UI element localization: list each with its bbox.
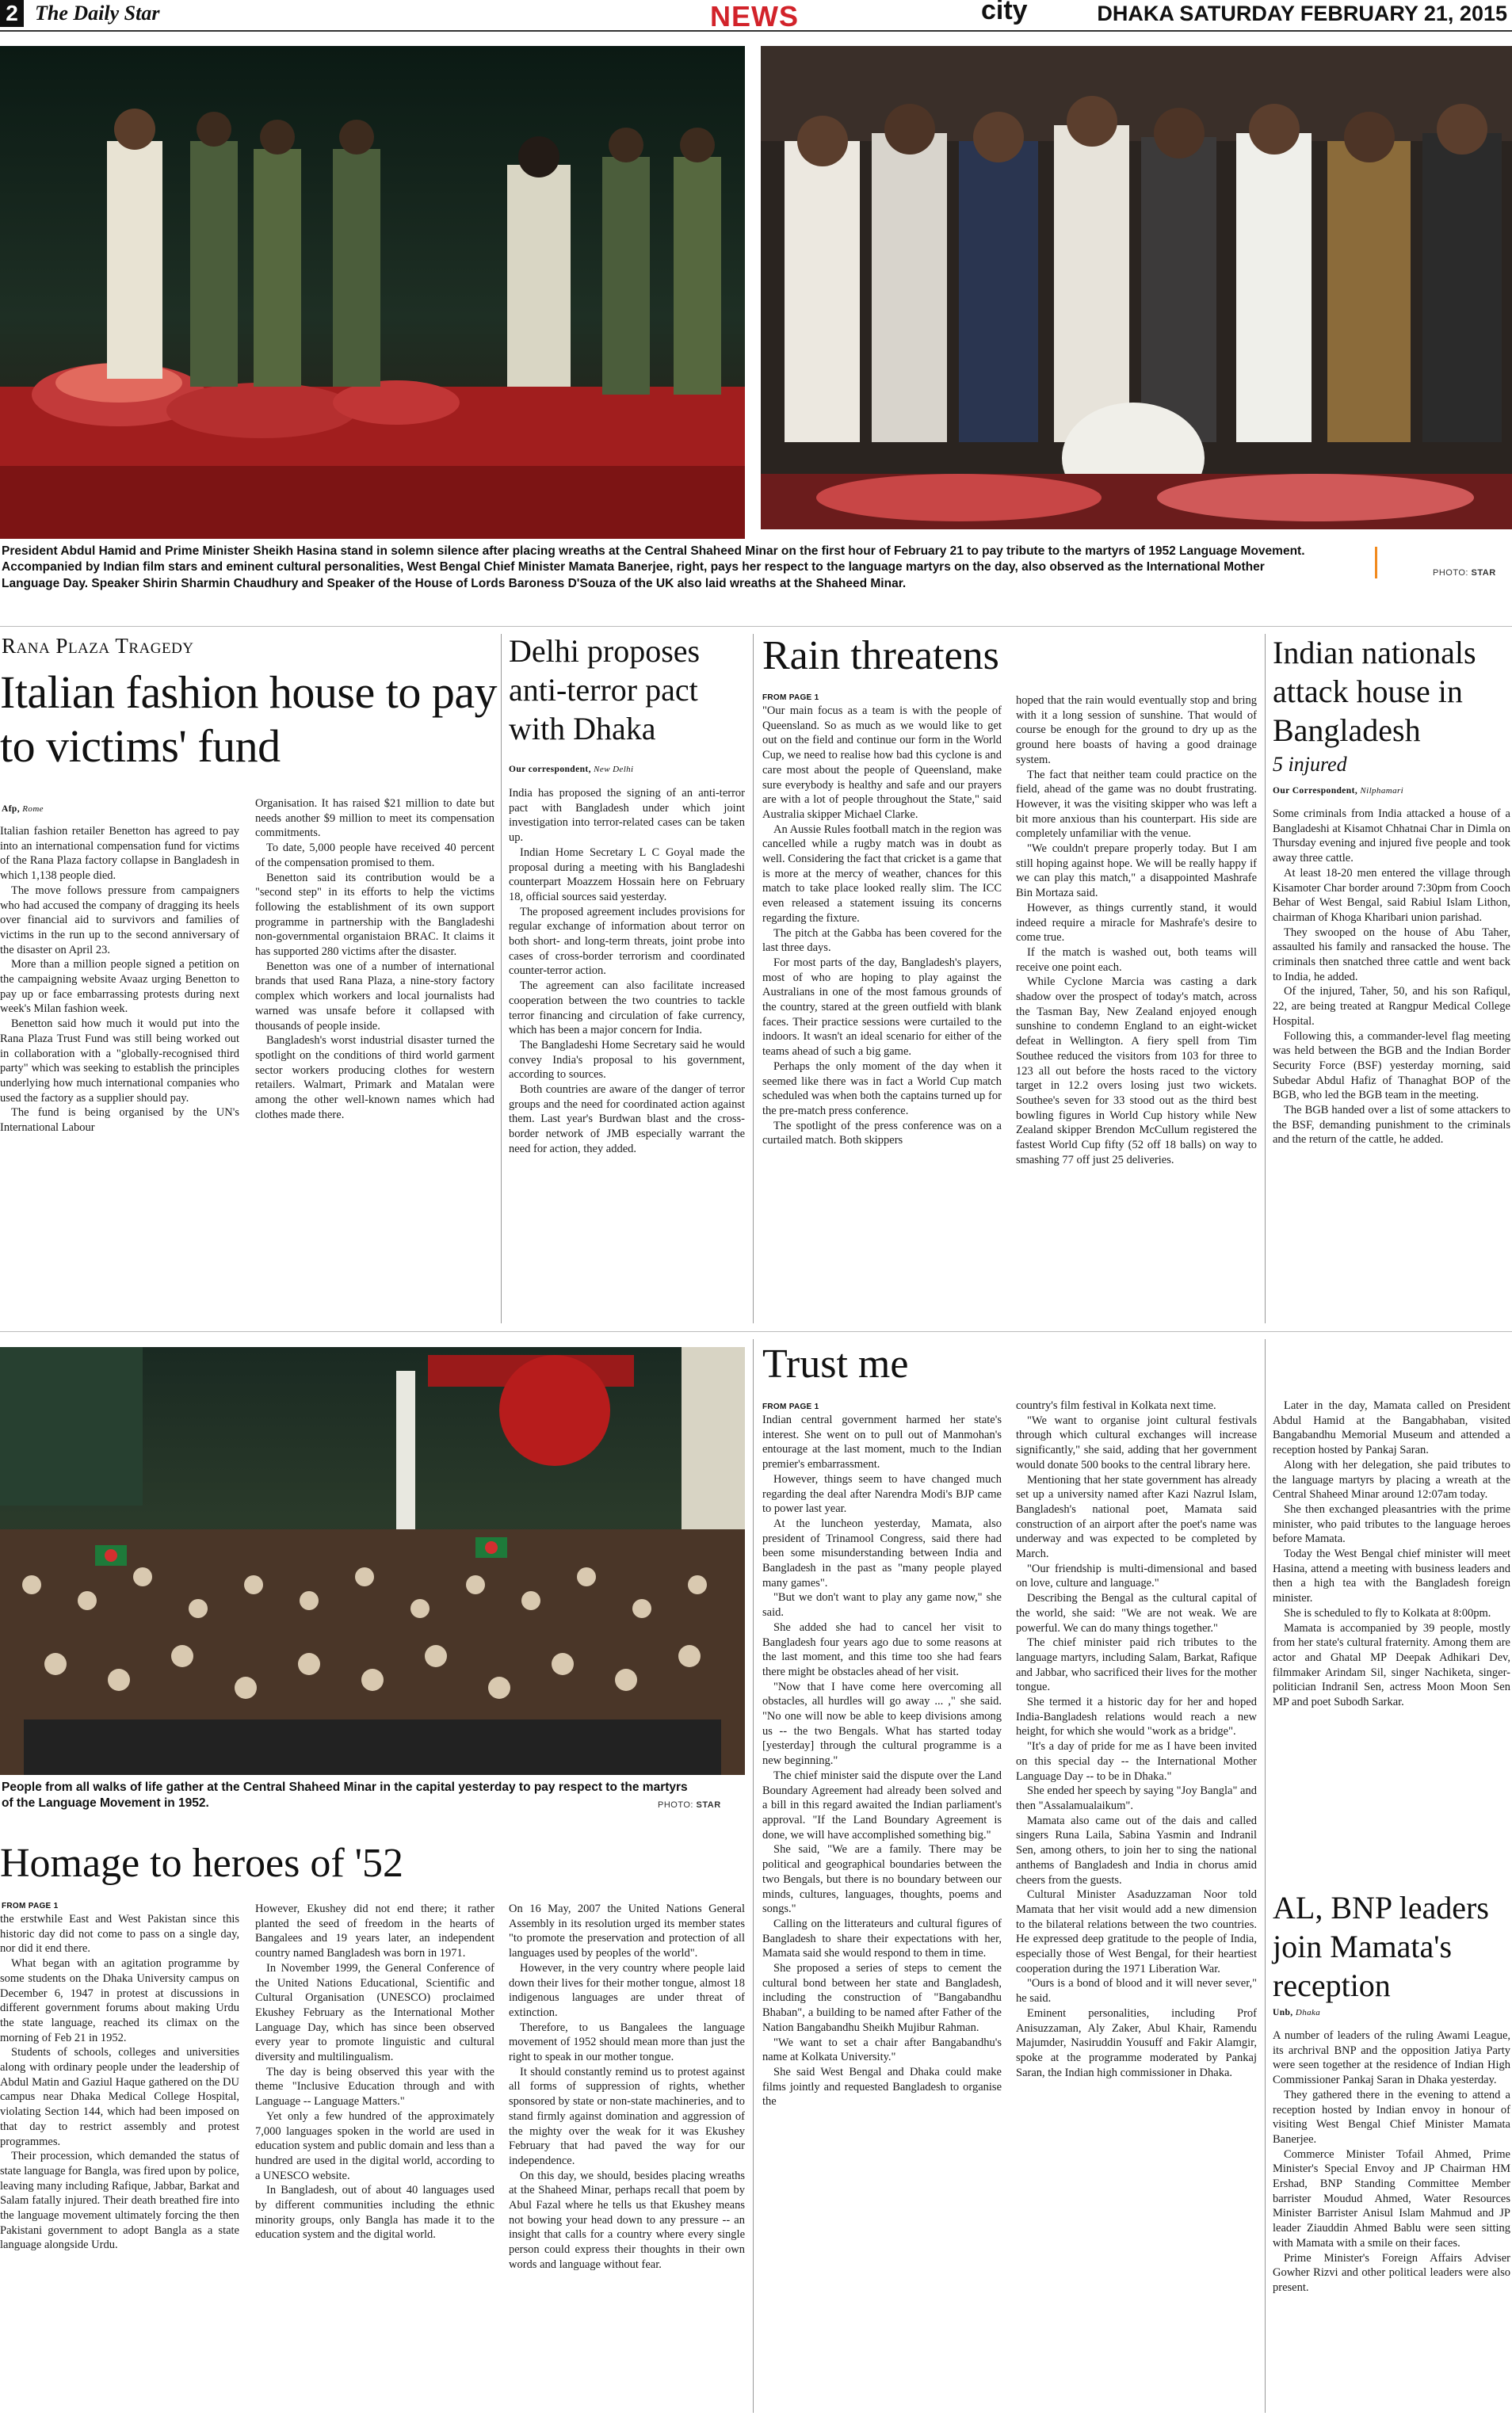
rain-column-1 xyxy=(762,704,1002,1319)
column-rule xyxy=(1265,634,1266,1323)
trust-paragraph: Calling on the litterateurs and cultural figures of Bangladesh to share their expectations with her, Mamata said she would respond to them in time. xyxy=(762,1917,1002,1960)
al-bnp-headline: AL, BNP leaders join Mamata's reception xyxy=(1273,1890,1489,2003)
mamata-tribute-photo xyxy=(761,46,1512,529)
rana-paragraph: Benetton was one of a number of international brands that used Rana Plaza, a nine-story factory complex which workers and local journalists had warned was unsafe before it collapsed with thousands of people inside. xyxy=(255,960,494,1032)
delhi-headline: Delhi proposes anti-terror pact with Dhaka xyxy=(509,633,701,746)
rain-paragraph: While Cyclone Marcia was casting a dark shadow over the prospect of today's match, across the Tasman Bay, New Zealand enjoyed enough sunshine to condemn England to an eight-wicket defeat in Wellington. A fiery spell from Tim Southee reduced the visitors from 103 for three to 123 all out before the hosts raced to the victory target in 12.2 overs losing just two wickets. Southee's seven for 33 stood out as the third best bowling figures in World Cup history while New Zealand skipper Brendon McCullum registered the fastest World Cup fifty (52 off 18 balls) on way to smashing 77 off just 25 deliveries. xyxy=(1016,975,1257,1166)
delhi-paragraph: The agreement can also facilitate increased cooperation between the two countries to tackle terror financing and circulation of fake currency, which has been a major concern for India. xyxy=(509,979,745,1037)
homage-paragraph: In Bangladesh, out of about 40 languages used by different communities including the ethnic minority groups, only Bangla has made it to the education system and the digital world. xyxy=(255,2184,494,2242)
trust-paragraph: "Now that I have come here overcoming all obstacles, all hurdles will go away ... ," she said. "No one will now be able to keep divisions among us -- the two Bengals. What has started today [yesterday] through the cultural programme is a new beginning." xyxy=(762,1680,1002,1768)
column-rule xyxy=(753,1339,754,2413)
rana-kicker: Rana Plaza Tragedy xyxy=(2,634,194,658)
indian-attack-paragraph: Of the injured, Taher, 50, and his son Rafiqul, 22, are being treated at Rangpur Medical College Hospital. xyxy=(1273,985,1510,1028)
trust-paragraph: "We want to set a chair after Bangabandhu's name at Kolkata University." xyxy=(762,2036,1002,2064)
rana-column-2 xyxy=(255,796,494,1319)
crowd-photo-caption: People from all walks of life gather at the Central Shaheed Minar in the capital yesterday to pay respect to the martyrs of the Language Movement in 1952. xyxy=(2,1781,688,1811)
trust-paragraph: Eminent personalities, including Prof Anisuzzaman, Aly Zaker, Abul Khair, Ramendu Majumder, Nasiruddin Yousuff and Fakir Alamgir, spoke at the programme moderated by Pankaj Saran, the Indian high commissioner in Dhaka. xyxy=(1016,2006,1257,2079)
homage-paragraph: In November 1999, the General Conference of the United Nations Educational, Scientific and Cultural Organisation (UNESCO) proclaimed Ekushey February as the International Mother Language Day, which has since been observed every year to promote linguistic and cultural diversity and multilingualism. xyxy=(255,1961,494,2064)
trust-paragraph: The chief minister paid rich tributes to the language martyrs, including Salam, Barkat, Rafique and Jabbar, who sacrificed their lives for the mother tongue. xyxy=(1016,1636,1257,1694)
delhi-paragraph: Both countries are aware of the danger of terror groups and the need for coordinated action against them. Last year's Burdwan blast and the cross-border network of JMB especially warrant the need for action, they added. xyxy=(509,1083,745,1155)
trust-paragraph: However, things seem to have changed much regarding the deal after Narendra Modi's BJP came to power last year. xyxy=(762,1472,1002,1516)
homage-paragraph: On 16 May, 2007 the United Nations General Assembly in its resolution urged its member states "to promote the preservation and protection of all languages used by peoples of the world". xyxy=(509,1903,745,1960)
homage-paragraph: It should constantly remind us to protest against all forms of suppression of rights, whether sponsored by state or non-state machineries, and to stand firmly against domination and aggression of the mighty over the weak for it was Ekushey February that had paved the way for our independence. xyxy=(509,2065,745,2167)
trust-paragraph: Mamata also came out of the dais and called singers Runa Laila, Sabina Yasmin and Indranil Sen, among others, to join her to sing the national anthems of Bangladesh and India in chorus amid cheers from the guests. xyxy=(1016,1814,1257,1887)
delhi-paragraph: The proposed agreement includes provisions for regular exchange of information about terror on both short- and long-term threats, joint probe into cases of cross-border terrorism and coordinated counter-terror action. xyxy=(509,905,745,978)
rana-paragraph: More than a million people signed a petition on the campaigning website Avaaz urging Benetton to pay up or face embarrassing protests during next week's Milan fashion week. xyxy=(0,958,239,1016)
crowd-photo-image xyxy=(0,1347,745,1775)
rana-paragraph: Organisation. It has raised $21 million to date but needs another $9 million to meet its compensation commitments. xyxy=(255,797,494,840)
homage-paragraph: However, Ekushey did not end there; it rather planted the seed of freedom in the hearts of Bangalees and 19 years later, an independent country named Bangladesh was born in 1971. xyxy=(255,1903,494,1960)
trust-paragraph: "But we don't want to play any game now," she said. xyxy=(762,1591,1002,1620)
rana-paragraph: The fund is being organised by the UN's International Labour xyxy=(0,1106,239,1135)
trust-paragraph: Along with her delegation, she paid tributes to the language martyrs by placing a wreath at the Central Shaheed Minar around 12:07am today. xyxy=(1273,1458,1510,1502)
homage-column-2 xyxy=(255,1902,494,2414)
president-wreath-photo-image xyxy=(0,46,745,539)
homage-paragraph: The day is being observed this year with the theme "Inclusive Education through and with Language -- Language Matters." xyxy=(255,2065,494,2109)
trust-paragraph: She said West Bengal and Dhaka could make films jointly and requested Bangladesh to organise the xyxy=(762,2065,1002,2109)
trust-paragraph: Describing the Bengal as the cultural capital of the world, she said: "We are not weak. We are powerful. We can do many things together." xyxy=(1016,1592,1257,1635)
homage-paragraph: Therefore, to us Bangalees the language movement of 1952 should mean more than just the right to speak in our mother tongue. xyxy=(509,2021,745,2064)
al-bnp-column xyxy=(1273,2029,1510,2414)
trust-column-2 xyxy=(1016,1399,1257,2414)
homage-paragraph: Yet only a few hundred of the approximately 7,000 languages spoken in the world are used in education system and public domain and less than a hundred are used in the digital world, according to a UNESCO website. xyxy=(255,2109,494,2182)
crowd-photo xyxy=(0,1347,745,1775)
homage-headline: Homage to heroes of '52 xyxy=(0,1841,404,1886)
trust-paragraph: She proposed a series of steps to cement the cultural bond between her state and Bangladesh, including the construction of "Bangabandhu Bhaban", a building to be named after Father of the Nation Bangabandhu Sheikh Mujibur Rahman. xyxy=(762,1962,1002,2034)
caption-accent-bar xyxy=(1375,547,1377,578)
homage-paragraph: However, in the very country where people laid down their lives for their mother tongue, almost 18 indigenous languages are under threat of extinction. xyxy=(509,1961,745,2019)
top-photo-caption: President Abdul Hamid and Prime Minister Sheikh Hasina stand in solemn silence after placing wreaths at the Central Shaheed Minar on the first hour of February 21 to pay tribute to the martyrs of 1952 Language Movement. Accompanied by Indian film stars and eminent cultural personalities, West Bengal Chief Minister Mamata Banerjee, right, pays her respect to the language martyrs on the day, also observed as the International Mother Language Day. Speaker Shirin Sharmin Chaudhury and Speaker of the House of Lords Baroness D'Souza of the UK also laid wreaths at the Shaheed Minar. xyxy=(2,544,1305,590)
column-rule xyxy=(501,634,502,1323)
trust-paragraph: "Ours is a bond of blood and it will never sever," he said. xyxy=(1016,1977,1257,2006)
al-bnp-paragraph: They gathered there in the evening to attend a reception hosted by Indian envoy in honour of visiting West Bengal Chief Minister Mamata Banerjee. xyxy=(1273,2088,1510,2146)
trust-from-page: FROM PAGE 1 xyxy=(762,1403,819,1411)
rain-paragraph: "We couldn't prepare properly today. But I am still hoping against hope. We will be really happy if we can play this match," a disappointed Mashrafe Bin Mortaza said. xyxy=(1016,842,1257,900)
indian-attack-subhead: 5 injured xyxy=(1273,753,1347,776)
section-divider xyxy=(0,1331,1512,1332)
column-rule xyxy=(753,634,754,1323)
indian-attack-paragraph: The BGB handed over a list of some attackers to the BSF, demanding punishment to the criminals and the return of the cattle, he added. xyxy=(1273,1104,1510,1147)
city-tag: city xyxy=(981,0,1028,25)
homage-paragraph: On this day, we should, besides placing wreaths at the Shaheed Minar, perhaps recall that poem by Abul Fazal where he tells us that Ekushey means not bowing your head down to any pressure -- an insight that calls for a country where every single person could express their thoughts in their own words and language without fear. xyxy=(509,2169,745,2271)
trust-paragraph: She termed it a historic day for her and hoped India-Bangladesh relations would reach a new height, for which she would "work as a bridge". xyxy=(1016,1696,1257,1739)
rana-paragraph: Italian fashion retailer Benetton has agreed to pay into an international compensation fund for victims of the Rana Plaza factory collapse in Bangladesh in which 1,138 people died. xyxy=(0,825,239,883)
homage-from-page: FROM PAGE 1 xyxy=(2,1902,59,1910)
dateline: DHAKA SATURDAY FEBRUARY 21, 2015 xyxy=(1097,2,1507,25)
trust-paragraph: "Our friendship is multi-dimensional and based on love, culture and language." xyxy=(1016,1562,1257,1590)
page-header xyxy=(0,0,1512,32)
rana-paragraph: Bangladesh's worst industrial disaster turned the spotlight on the conditions of third world garment sector workers producing clothes for western retailers. Walmart, Primark and Matalan were among the other well-known names which had clothes made there. xyxy=(255,1034,494,1121)
rain-paragraph: An Aussie Rules football match in the region was cancelled while a rugby match was in doubt as well. Considering the fact that cricket is a game that is more at the mercy of weather, chances for this match to take place looked really slim. The ICC even released a statement issuing its concerns regarding the fixture. xyxy=(762,823,1002,925)
homage-column-3 xyxy=(509,1902,745,2414)
rain-headline: Rain threatens xyxy=(762,633,999,678)
al-bnp-paragraph: A number of leaders of the ruling Awami League, its archrival BNP and the opposition Jatiya Party were seen together at the residence of Indian High Commissioner Pankaj Saran in Dhaka yesterday. xyxy=(1273,2029,1510,2087)
trust-paragraph: Today the West Bengal chief minister will meet Hasina, attend a meeting with business leaders and then a high tea with the Bangladesh foreign minister. xyxy=(1273,1548,1510,1605)
section-label: NEWS xyxy=(710,0,799,32)
trust-paragraph: She said, "We are a family. There may be political and geographical boundaries between the two Bengals, but there is no boundary between our minds, cultures, languages, thoughts, poems and songs." xyxy=(762,1843,1002,1916)
homage-paragraph: the erstwhile East and West Pakistan since this historic day did not come to pass on a single day, nor did it end there. xyxy=(0,1913,239,1956)
trust-column-3 xyxy=(1273,1399,1510,1886)
trust-paragraph: The chief minister said the dispute over the Land Boundary Agreement had already been solved and a bill in this regard awaited the Indian parliament's approval. "If the Land Boundary Agreement is done, we will have accomplished something big." xyxy=(762,1769,1002,1842)
rain-column-2 xyxy=(1016,693,1257,1319)
delhi-paragraph: The Bangladeshi Home Secretary said he would convey India's proposal to his government, according to sources. xyxy=(509,1038,745,1082)
crowd-photo-credit: PHOTO: STAR xyxy=(658,1800,721,1810)
delhi-paragraph: India has proposed the signing of an anti-terror pact with Bangladesh under which joint investigation into terror-related cases can be taken up. xyxy=(509,787,745,845)
rain-paragraph: However, as things currently stand, it would indeed require a miracle for Mashrafe's desire to come true. xyxy=(1016,901,1257,945)
delhi-byline: Our correspondent, New Delhi xyxy=(509,765,634,774)
indian-attack-paragraph: At least 18-20 men entered the village through Kisamoter Char border around 7:30pm from Cooch Behar of West Bengal, said Rabiul Islam Lithon, chairman of Khoga Kharibari union parishad. xyxy=(1273,866,1510,924)
homage-paragraph: Students of schools, colleges and universities along with ordinary people under the leadership of Abdul Matin and Gaziul Haque gathered on the DU campus near Dhaka Medical College Hospital, violating Section 144, which had been imposed on that day to restrict assembly and protest programmes. xyxy=(0,2046,239,2148)
homage-paragraph: Their procession, which demanded the status of state language for Bangla, was fired upon by police, leaving many including Rafique, Jabbar, Barkat and Salam fatally injured. Their death breathed fire into the language movement ultimately forcing the then Pakistani government to adopt Bangla as a state language alongside Urdu. xyxy=(0,2150,239,2252)
al-bnp-byline: Unb, Dhaka xyxy=(1273,2008,1321,2017)
trust-paragraph: "It's a day of pride for me as I have been invited on this special day -- the International Mother Language Day -- to be in Dhaka." xyxy=(1016,1740,1257,1783)
delhi-column xyxy=(509,786,745,1319)
trust-paragraph: Cultural Minister Asaduzzaman Noor told Mamata that her visit would add a new dimension to the bilateral relations between the two countries. He expressed deep gratitude to the people of India, especially those of West Bengal, for their heartiest cooperation during the 1971 Liberation War. xyxy=(1016,1888,1257,1975)
section-divider xyxy=(0,626,1512,627)
trust-paragraph: She then exchanged pleasantries with the prime minister, who paid tributes to the language heroes before Mamata. xyxy=(1273,1502,1510,1546)
indian-attack-byline: Our Correspondent, Nilphamari xyxy=(1273,786,1404,796)
trust-paragraph: She added she had to cancel her visit to Bangladesh four years ago due to some reasons at the last moment, and this time too she had fears there might be obstacles ahead of her visit. xyxy=(762,1620,1002,1678)
rain-paragraph: hoped that the rain would eventually stop and bring with it a long session of sunshine. That would of course be enough for the ground to dry up as the ground here boasts of having a good drainage system. xyxy=(1016,694,1257,766)
indian-attack-paragraph: Following this, a commander-level flag meeting was held between the BGB and the Indian Border Security Force (BSF) yesterday morning, said Subedar Abdul Hafiz of Thanaghat BOP of the BGB, who led the BGB team in the meeting. xyxy=(1273,1029,1510,1102)
rana-column-1 xyxy=(0,824,239,1319)
rana-headline: Italian fashion house to pay to victims' fund xyxy=(0,666,498,773)
trust-paragraph: "We want to organise joint cultural festivals through which cultural exchanges will increase significantly," she said, adding that her government would donate 500 books to the central library here. xyxy=(1016,1414,1257,1471)
indian-attack-paragraph: They swooped on the house of Abu Taher, assaulted his family and ransacked the house. The criminals then snatched three cattle and went back to India, he added. xyxy=(1273,926,1510,983)
rain-paragraph: For most parts of the day, Bangladesh's players, most of who are hoping to play against the Australians in one of the most famous grounds of the country, stared at the green outfield with blank faces. Their practice sessions were curtailed to the indoors. It wasn't an ideal scenario for either of the teams ahead of such a big game. xyxy=(762,956,1002,1059)
trust-paragraph: Indian central government harmed her state's interest. She went on to pull out of Manmohan's entourage at the last moment, much to the Indian premier's embarrassment. xyxy=(762,1414,1002,1471)
trust-headline: Trust me xyxy=(762,1342,909,1387)
homage-column-1 xyxy=(0,1912,239,2414)
trust-paragraph: Later in the day, Mamata called on President Abdul Hamid at the Bangabhaban, visited Bangabandhu Memorial Museum and attended a reception hosted by Pankaj Saran. xyxy=(1273,1399,1510,1457)
indian-attack-column xyxy=(1273,807,1510,1319)
rana-paragraph: Benetton said how much it would put into the Rana Plaza Trust Fund was still being worked out in collaboration with a "globally-recognised third party" which was seeking to establish the principles underlying how much international companies who used the factory as a supplier should pay. xyxy=(0,1017,239,1105)
trust-paragraph: country's film festival in Kolkata next time. xyxy=(1016,1399,1216,1412)
page-number: 2 xyxy=(0,0,24,27)
rain-paragraph: The pitch at the Gabba has been covered for the last three days. xyxy=(762,926,1002,955)
trust-paragraph: She ended her speech by saying "Joy Bangla" and then "Assalamualaikum". xyxy=(1016,1784,1257,1812)
column-rule xyxy=(1265,1339,1266,2413)
rain-paragraph: The spotlight of the press conference was on a curtailed match. Both skippers xyxy=(762,1119,1002,1147)
trust-paragraph: At the luncheon yesterday, Mamata, also president of Trinamool Congress, said there had been some misunderstanding between India and Bangladesh in the past as "many people played many games". xyxy=(762,1517,1002,1590)
trust-paragraph: She is scheduled to fly to Kolkata at 8:00pm. xyxy=(1284,1606,1491,1620)
trust-paragraph: Mamata is accompanied by 39 people, mostly from her state's cultural fraternity. Among them are actor and Ghatal MP Deepak Adhikari Dev, filmmaker Arindam Sil, singer Nachiketa, singer-politician Indranil Sen, actress Moon Moon Sen MP and poet Subodh Sarkar. xyxy=(1273,1621,1510,1709)
masthead-logo: The Daily Star xyxy=(35,2,160,25)
president-wreath-photo xyxy=(0,46,745,539)
rain-from-page: FROM PAGE 1 xyxy=(762,693,819,702)
indian-attack-headline: Indian nationals attack house in Bangladesh xyxy=(1273,635,1476,748)
rana-byline: Afp, Rome xyxy=(2,804,44,814)
mamata-tribute-photo-image xyxy=(761,46,1512,529)
top-photo-credit: PHOTO: STAR xyxy=(1433,568,1496,578)
delhi-paragraph: Indian Home Secretary L C Goyal made the proposal during a meeting with his Bangladeshi counterpart Moazzem Hossain here on February 18, official sources said yesterday. xyxy=(509,845,745,903)
trust-paragraph: Mentioning that her state government has already set up a university named after Kazi Nazrul Islam, Bangladesh's national poet, Mamata said construction of an airport after the poet's name was underway and was expected to be completed by March. xyxy=(1016,1473,1257,1561)
rana-paragraph: Benetton said its contribution would be a "second step" in its efforts to help the victims following the establishment of its own support programme in partnership with the Bangladeshi non-governmental organistaion BRAC. It claims it has supported 280 victims after the disaster. xyxy=(255,871,494,959)
rana-paragraph: To date, 5,000 people have received 40 percent of the compensation promised to them. xyxy=(255,842,494,869)
rain-paragraph: "Our main focus as a team is with the people of Queensland. So as much as we would like to get out on the field and continue our form in the World Cup, we need to realise how bad this cyclone is and care most about the people of Queensland, make sure everybody is healthy and safe and our prayers are with a lot of people throughout the State," said Australia skipper Michael Clarke. xyxy=(762,704,1002,821)
rain-paragraph: The fact that neither team could practice on the field, ahead of the game was no doubt frustrating. However, it was the visiting skipper who was left a bit more anxious than his counterpart. His side are completely unfamiliar with the venue. xyxy=(1016,768,1257,841)
al-bnp-paragraph: Prime Minister's Foreign Affairs Adviser Gowher Rizvi and other political leaders were also present. xyxy=(1273,2251,1510,2294)
rain-paragraph: Perhaps the only moment of the day when it seemed like there was in fact a World Cup match scheduled was when both the captains turned up for the pre-match press conference. xyxy=(762,1059,1002,1117)
al-bnp-paragraph: Commerce Minister Tofail Ahmed, Prime Minister's Special Envoy and JP Chairman HM Ershad, BNP Standing Committee Member barrister Moudud Ahmed, Water Resources Minister Barrister Anisul Islam Mahmud and JP leader Ziauddin Ahmed Bablu were seen sitting with Mamata with a smile on their faces. xyxy=(1273,2147,1510,2250)
rain-paragraph: If the match is washed out, both teams will receive one point each. xyxy=(1016,945,1257,974)
homage-paragraph: What began with an agitation programme by some students on the Dhaka University campus on December 6, 1947 in protest at discussions in different government forums about making Urdu the state language, reached its climax on the morning of Feb 21 in 1952. xyxy=(0,1957,239,2044)
rana-paragraph: The move follows pressure from campaigners who had accused the company of dragging its heels over financial aid to survivors and families of victims in the run up to the second anniversary of the disaster on April 23. xyxy=(0,884,239,956)
indian-attack-paragraph: Some criminals from India attacked a house of a Bangladeshi at Kisamot Chhatnai Char in Dimla on Thursday evening and injured five people and took away three cattle. xyxy=(1273,807,1510,865)
trust-column-1 xyxy=(762,1413,1002,2414)
